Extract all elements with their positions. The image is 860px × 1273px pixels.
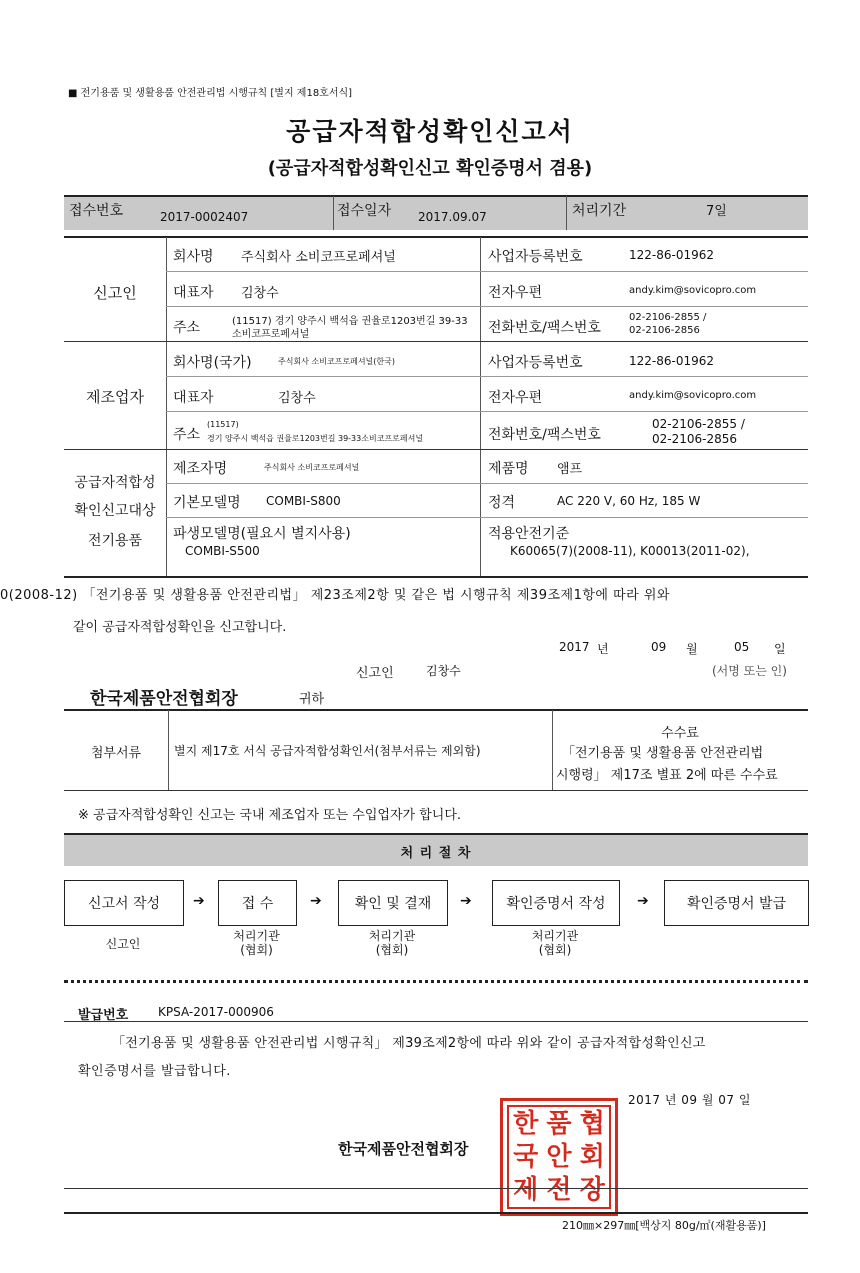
declaration-line1: 0(2008-12) 「전기용품 및 생활용품 안전관리법」 제23조제2항 및 같은 법 시행규칙 제39조제1항에 따라 위와 xyxy=(0,588,670,603)
step-actor-sub: (협회) xyxy=(240,943,273,957)
product-maker-label: 제조자명 xyxy=(173,461,228,477)
product-name-label: 제품명 xyxy=(488,461,529,477)
reporter-company-label: 회사명 xyxy=(173,249,214,265)
step-write-certificate: 확인증명서 작성 xyxy=(492,880,620,926)
addressee: 한국제품안전협회장 xyxy=(90,689,238,709)
manufacturer-rep-label: 대표자 xyxy=(173,390,214,406)
manufacturer-section-label: 제조업자 xyxy=(86,388,144,406)
procedure-title: 처 리 절 차 xyxy=(400,846,472,861)
product-model: COMBI-S800 xyxy=(266,494,341,508)
issue-number-label: 발급번호 xyxy=(78,1008,129,1023)
reporter-rep: 김창수 xyxy=(241,286,279,301)
manufacturer-rep: 김창수 xyxy=(278,391,316,406)
seal-char: 협 xyxy=(579,1108,605,1139)
step-actor: 신고인 xyxy=(105,937,141,951)
product-model-label: 기본모델명 xyxy=(173,495,241,511)
arrow-icon: ➔ xyxy=(460,893,472,909)
declaration-day-unit: 일 xyxy=(774,642,786,656)
official-seal xyxy=(500,1098,618,1216)
product-spec-label: 정격 xyxy=(488,495,516,511)
certificate-date: 2017 년 09 월 07 일 xyxy=(628,1093,751,1107)
cut-line xyxy=(64,980,808,983)
declaration-month: 09 xyxy=(651,640,667,654)
certificate-line2: 확인증명서를 발급합니다. xyxy=(78,1064,231,1079)
step-write-report: 신고서 작성 xyxy=(64,880,184,926)
manufacturer-fax: 02-2106-2856 xyxy=(652,432,738,446)
receipt-number: 2017-0002407 xyxy=(160,210,249,224)
arrow-icon: ➔ xyxy=(193,893,205,909)
declaration-day: 05 xyxy=(734,640,750,654)
seal-char: 품 xyxy=(546,1108,572,1139)
product-section-line2: 확인신고대상 xyxy=(74,503,156,519)
manufacturer-biz-no: 122-86-01962 xyxy=(629,354,715,368)
step-receipt: 접 수 xyxy=(218,880,297,926)
law-note: ■ 전기용품 및 생활용품 안전관리법 시행규칙 [별지 제18호서식] xyxy=(68,88,353,99)
fee-label: 수수료 xyxy=(661,726,699,741)
manufacturer-email-label: 전자우편 xyxy=(488,390,543,406)
processing-period: 7일 xyxy=(706,204,727,219)
product-section-line1: 공급자적합성 xyxy=(74,475,156,491)
product-derived: COMBI-S500 xyxy=(185,544,260,558)
step-issue-certificate: 확인증명서 발급 xyxy=(664,880,809,926)
reporter-email-label: 전자우편 xyxy=(488,285,543,301)
notice: ※ 공급자적합성확인 신고는 국내 제조업자 또는 수입업자가 합니다. xyxy=(78,808,462,823)
seal-char: 회 xyxy=(579,1141,605,1172)
paper-spec: 210㎜×297㎜[백상지 80g/㎡(재활용품)] xyxy=(562,1219,766,1232)
declaration-month-unit: 월 xyxy=(686,642,698,656)
product-standard: K60065(7)(2008-11), K00013(2011-02), xyxy=(510,544,750,558)
seal-char: 한 xyxy=(513,1108,539,1139)
reporter-biz-no: 122-86-01962 xyxy=(629,248,715,262)
product-spec: AC 220 V, 60 Hz, 185 W xyxy=(557,494,701,508)
product-derived-label: 파생모델명(필요시 별지사용) xyxy=(173,526,351,542)
seal-char: 제 xyxy=(513,1175,539,1206)
fee-line2: 시행령」 제17조 별표 2에 따른 수수료 xyxy=(556,768,778,783)
receipt-number-label: 접수번호 xyxy=(69,203,124,219)
reporter-rep-label: 대표자 xyxy=(173,285,214,301)
receipt-date: 2017.09.07 xyxy=(418,210,487,224)
declaration-year: 2017 xyxy=(559,640,590,654)
step-review-approve: 확인 및 결재 xyxy=(338,880,448,926)
attachments-content: 별지 제17호 서식 공급자적합성확인서(첨부서류는 제외함) xyxy=(174,744,481,758)
fee-line1: 「전기용품 및 생활용품 안전관리법 xyxy=(562,746,764,761)
reporter-addr-line2: 소비코프로페셔널 xyxy=(232,329,310,340)
step-actor-sub: (협회) xyxy=(375,943,409,957)
manufacturer-addr-zip: (11517) xyxy=(207,420,239,429)
step-actor-sub: (협회) xyxy=(538,943,572,957)
product-standard-label: 적용안전기준 xyxy=(488,526,570,542)
reporter-addr-label: 주소 xyxy=(173,320,201,336)
declaration-signer: 김창수 xyxy=(426,664,461,678)
issue-number: KPSA-2017-000906 xyxy=(158,1005,274,1019)
step-actor: 처리기관 xyxy=(368,929,416,943)
reporter-phone-label: 전화번호/팩스번호 xyxy=(488,320,601,336)
seal-char: 안 xyxy=(546,1141,572,1172)
processing-period-label: 처리기간 xyxy=(572,203,627,219)
seal-char: 장 xyxy=(579,1175,605,1206)
step-actor: 처리기관 xyxy=(531,929,579,943)
form-title: 공급자적합성확인신고서 xyxy=(286,117,574,146)
manufacturer-phone: 02-2106-2855 / xyxy=(652,417,745,431)
issuer: 한국제품안전협회장 xyxy=(338,1140,469,1158)
manufacturer-addr: 경기 양주시 백석읍 권율로1203번길 39-33소비코프로페셔널 xyxy=(207,434,424,443)
arrow-icon: ➔ xyxy=(637,893,649,909)
declaration-year-unit: 년 xyxy=(597,642,609,656)
addressee-suffix: 귀하 xyxy=(299,692,325,707)
arrow-icon: ➔ xyxy=(310,893,322,909)
reporter-section-label: 신고인 xyxy=(93,284,137,302)
attachments-label: 첨부서류 xyxy=(90,746,142,761)
receipt-date-label: 접수일자 xyxy=(337,203,392,219)
sign-note: (서명 또는 인) xyxy=(712,664,787,678)
declaration-signer-label: 신고인 xyxy=(356,666,394,681)
form-subtitle: (공급자적합성확인신고 확인증명서 겸용) xyxy=(267,158,593,179)
declaration-line2: 같이 공급자적합성확인을 신고합니다. xyxy=(73,620,287,635)
manufacturer-company: 주식회사 소비코프로페셔널(한국) xyxy=(278,357,395,366)
reporter-phone: 02-2106-2855 / xyxy=(629,312,707,323)
manufacturer-email: andy.kim@sovicopro.com xyxy=(629,390,757,401)
manufacturer-addr-label: 주소 xyxy=(173,427,201,443)
certificate-line1: 「전기용품 및 생활용품 안전관리법 시행규칙」 제39조제2항에 따라 위와 같이 공급자적합성확인신고 xyxy=(112,1036,706,1051)
reporter-company: 주식회사 소비코프로페셔널 xyxy=(241,250,396,265)
seal-char: 전 xyxy=(546,1175,572,1206)
step-actor: 처리기관 xyxy=(233,929,280,943)
product-section-line3: 전기용품 xyxy=(87,533,143,549)
manufacturer-company-label: 회사명(국가) xyxy=(173,355,252,371)
reporter-addr-line1: (11517) 경기 양주시 백석읍 권율로1203번길 39-33 xyxy=(232,316,468,327)
reporter-fax: 02-2106-2856 xyxy=(629,325,700,336)
seal-char: 국 xyxy=(513,1141,539,1172)
product-maker: 주식회사 소비코프로페셔널 xyxy=(264,463,360,472)
reporter-email: andy.kim@sovicopro.com xyxy=(629,285,757,296)
reporter-biz-no-label: 사업자등록번호 xyxy=(488,249,583,265)
manufacturer-phone-label: 전화번호/팩스번호 xyxy=(488,427,601,443)
manufacturer-biz-no-label: 사업자등록번호 xyxy=(488,355,583,371)
product-name: 앰프 xyxy=(557,462,583,477)
